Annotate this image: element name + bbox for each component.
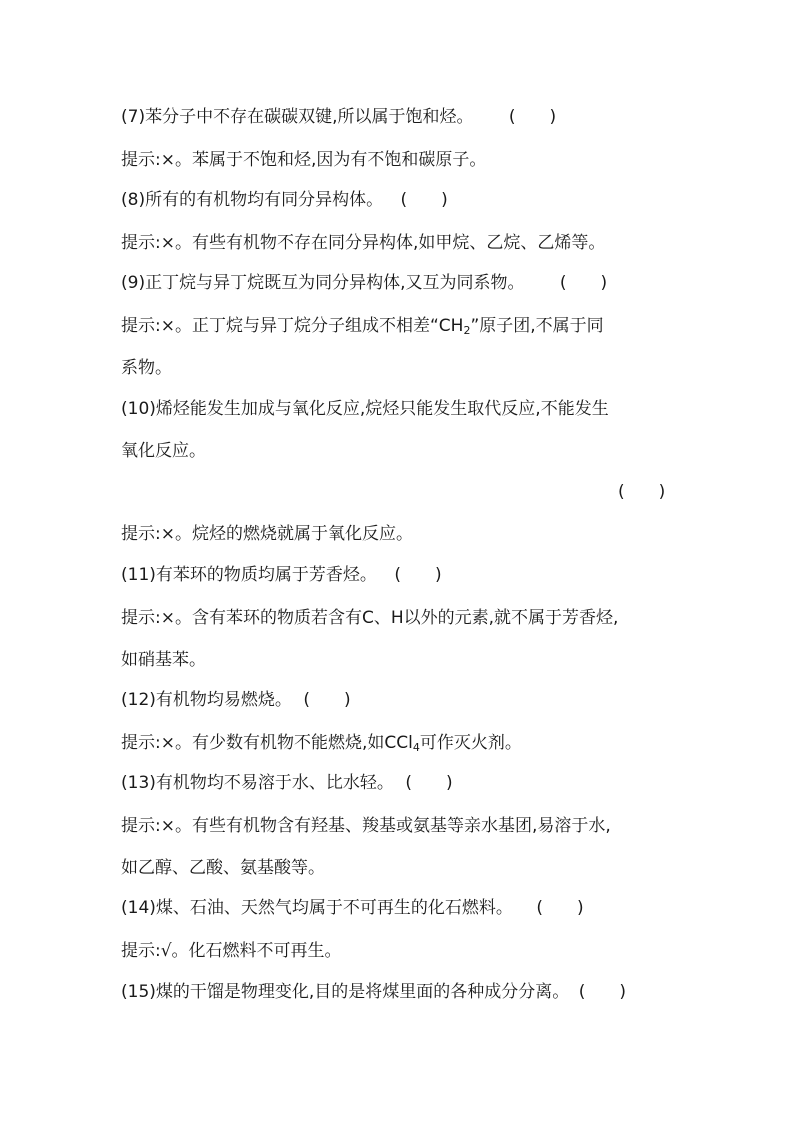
hint-11: 提示:×。含有苯环的物质若含有C、H以外的元素,就不属于芳香烃, xyxy=(121,608,619,628)
question-text: (13)有机物均不易溶于水、比水轻。 xyxy=(121,773,394,793)
question-text: (11)有苯环的物质均属于芳香烃。 xyxy=(121,565,377,585)
answer-parentheses: ( ) xyxy=(559,273,608,293)
question-14 xyxy=(121,896,584,920)
question-10-continued: 氧化反应。 xyxy=(121,441,206,461)
question-13 xyxy=(121,771,453,795)
question-8 xyxy=(121,188,448,212)
question-text: (9)正丁烷与异丁烷既互为同分异构体,又互为同系物。 xyxy=(121,273,525,293)
answer-parentheses: ( ) xyxy=(578,982,626,1002)
hint-8: 提示:×。有些有机物不存在同分异构体,如甲烷、乙烷、乙烯等。 xyxy=(121,233,606,253)
hint-9 xyxy=(121,314,604,343)
question-text: (15)煤的干馏是物理变化,目的是将煤里面的各种成分分离。 xyxy=(121,982,570,1002)
subscript: 4 xyxy=(412,741,420,754)
question-15 xyxy=(121,980,626,1004)
answer-parentheses: ( ) xyxy=(400,190,448,210)
hint-13: 提示:×。有些有机物含有羟基、羧基或氨基等亲水基团,易溶于水, xyxy=(121,816,611,836)
answer-parentheses: ( ) xyxy=(536,898,584,918)
hint-9-continued: 系物。 xyxy=(121,358,172,378)
hint-10: 提示:×。烷烃的燃烧就属于氧化反应。 xyxy=(121,524,413,544)
hint-7: 提示:×。苯属于不饱和烃,因为有不饱和碳原子。 xyxy=(121,150,487,170)
hint-text: ”原子团,不属于同 xyxy=(470,316,604,336)
question-10: (10)烯烃能发生加成与氧化反应,烷烃只能发生取代反应,不能发生 xyxy=(121,399,609,419)
subscript: 2 xyxy=(463,324,471,337)
answer-parentheses: ( ) xyxy=(618,482,666,502)
question-text: (14)煤、石油、天然气均属于不可再生的化石燃料。 xyxy=(121,898,513,918)
hint-12 xyxy=(121,731,522,760)
answer-parentheses: ( ) xyxy=(405,773,453,793)
hint-13-continued: 如乙醇、乙酸、氨基酸等。 xyxy=(121,858,325,878)
question-text: (7)苯分子中不存在碳碳双键,所以属于饱和烃。 xyxy=(121,107,474,127)
hint-text: 提示:×。正丁烷与异丁烷分子组成不相差“CH xyxy=(121,316,464,336)
hint-11-continued: 如硝基苯。 xyxy=(121,650,206,670)
hint-14: 提示:√。化石燃料不可再生。 xyxy=(121,941,342,961)
question-7 xyxy=(121,105,556,129)
question-12 xyxy=(121,688,351,712)
question-text: (8)所有的有机物均有同分异构体。 xyxy=(121,190,384,210)
question-text: (12)有机物均易燃烧。 xyxy=(121,690,292,710)
answer-parentheses: ( ) xyxy=(508,107,557,127)
answer-parentheses: ( ) xyxy=(303,690,351,710)
hint-text: 提示:×。有少数有机物不能燃烧,如CCl xyxy=(121,733,413,753)
question-11 xyxy=(121,563,442,587)
answer-parentheses: ( ) xyxy=(394,565,442,585)
question-9 xyxy=(121,271,607,295)
hint-text: 可作灭火剂。 xyxy=(419,733,522,753)
